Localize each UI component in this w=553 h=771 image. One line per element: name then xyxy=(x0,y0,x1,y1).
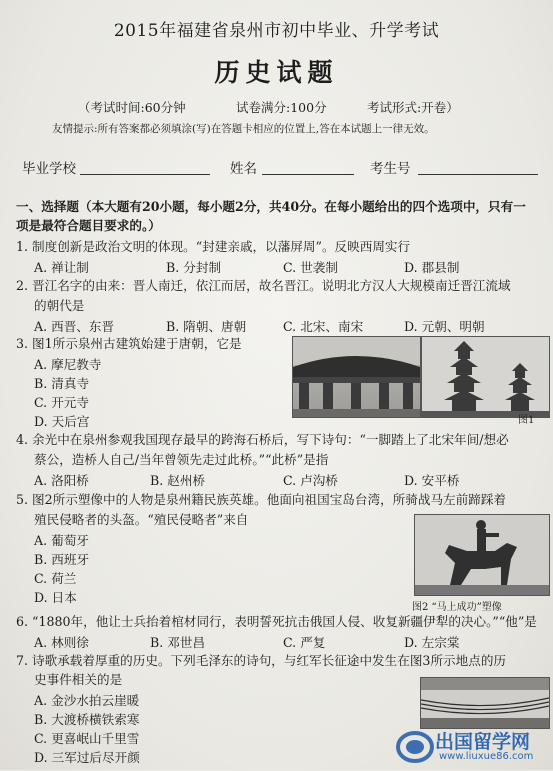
question-7-stem: 7. 诗歌承载着厚重的历史。下列毛泽东的诗句，与红军长征途中发生在图3所示地点的历 xyxy=(16,653,507,668)
q2-option-c: C. 北宋、南宋 xyxy=(283,319,364,334)
q5-option-d: D. 日本 xyxy=(34,590,77,605)
q6-option-c: C. 严复 xyxy=(283,635,326,650)
question-2-stem-2: 的朝代是 xyxy=(34,298,85,313)
question-7-stem-2: 史事件相关的是 xyxy=(34,672,123,687)
subject-title: 历史试题 xyxy=(214,58,339,87)
q4-option-a: A. 洛阳桥 xyxy=(34,473,89,488)
figure-1-caption: 图1 xyxy=(518,415,535,426)
question-6-stem: 6. “1880年，他让士兵抬着棺材同行，表明誓死抗击俄国人侵、收复新疆伊犁的决心。”“他”是 xyxy=(16,614,537,629)
exam-no-label: 考生号 xyxy=(370,161,411,177)
q2-option-a: A. 西晋、东晋 xyxy=(34,319,115,334)
question-4-stem-2: 蔡公，造桥人自己/当年曾领先走过此桥。”“此桥”是指 xyxy=(34,452,329,467)
figure-2-caption: 图2 “马上成功”塑像 xyxy=(412,602,502,613)
question-3-stem: 3. 图1所示泉州古建筑始建于唐朝，它是 xyxy=(16,336,242,351)
q6-option-b: B. 邓世昌 xyxy=(150,635,206,650)
q5-option-b: B. 西班牙 xyxy=(34,552,90,567)
q5-option-c: C. 荷兰 xyxy=(34,571,77,586)
q3-option-c: C. 开元寺 xyxy=(34,395,89,410)
q7-option-d: D. 三军过后尽开颜 xyxy=(34,750,140,765)
figure-1-pagoda-photo xyxy=(421,336,550,418)
q2-option-b: B. 隋朝、唐朝 xyxy=(166,319,247,334)
q3-option-a: A. 摩尼教寺 xyxy=(34,357,102,372)
q7-option-b: B. 大渡桥横铁索寒 xyxy=(34,712,140,727)
q3-option-b: B. 清真寺 xyxy=(34,376,90,391)
name-line xyxy=(262,174,354,175)
q2-option-d: D. 元朝、明朝 xyxy=(404,319,485,334)
q4-option-b: B. 赵州桥 xyxy=(150,473,206,488)
q1-option-c: C. 世袭制 xyxy=(283,260,338,275)
q1-option-a: A. 禅让制 xyxy=(34,260,89,275)
exam-form: 考试形式:开卷） xyxy=(367,100,459,115)
q6-option-d: D. 左宗棠 xyxy=(404,635,460,650)
name-label: 姓名 xyxy=(230,161,257,177)
q4-option-d: D. 安平桥 xyxy=(404,473,460,488)
question-4-stem: 4. 余光中在泉州参观我国现存最早的跨海石桥后，写下诗句：“一脚踏上了北宋年间/想必 xyxy=(16,432,509,447)
figure-2-statue-photo xyxy=(414,514,550,596)
school-line xyxy=(80,174,210,175)
section-heading: 一、选择题（本大题有20小题，每小题2分，共40分。在每小题给出的四个选项中，只有一项是最符合题目要求的。） xyxy=(16,199,526,233)
q7-option-a: A. 金沙水拍云崖暖 xyxy=(34,693,140,708)
exam-title: 2015年福建省泉州市初中毕业、升学考试 xyxy=(113,21,440,41)
q1-option-b: B. 分封制 xyxy=(166,260,222,275)
question-2-stem: 2. 晋江名字的由来：晋人南迁，依江而居，故名晋江。说明北方汉人大规模南迁晋江流域 xyxy=(16,278,511,293)
watermark-text: 出国留学网 xyxy=(435,731,531,753)
q3-option-d: D. 天后宫 xyxy=(34,414,90,429)
q6-option-a: A. 林则徐 xyxy=(34,635,89,650)
exam-no-line xyxy=(418,174,538,175)
question-5-stem-2: 殖民侵略者的头盔。“殖民侵略者”来自 xyxy=(34,512,249,527)
q4-option-c: C. 卢沟桥 xyxy=(283,473,338,488)
exam-time: （考试时间:60分钟 xyxy=(78,100,186,115)
watermark-url: www.liuxue86.com xyxy=(439,751,534,762)
school-label: 毕业学校 xyxy=(22,161,76,177)
q5-option-a: A. 葡萄牙 xyxy=(34,533,89,548)
full-score: 试卷满分:100分 xyxy=(236,100,327,115)
notice: 友情提示:所有答案都必须填涂(写)在答题卡相应的位置上,答在本试题上一律无效。 xyxy=(52,123,435,135)
question-5-stem: 5. 图2所示塑像中的人物是泉州籍民族英雄。他面向祖国宝岛台湾，所骑战马左前蹄踩着 xyxy=(16,492,507,507)
question-1-stem: 1. 制度创新是政治文明的体现。“封建亲戚，以藩屏周”。反映西周实行 xyxy=(16,239,411,254)
figure-3-bridge-photo xyxy=(420,677,550,729)
figure-1-mosque-photo xyxy=(292,336,421,418)
q1-option-d: D. 郡县制 xyxy=(404,260,460,275)
watermark-logo xyxy=(395,725,551,767)
q7-option-c: C. 更喜岷山千里雪 xyxy=(34,731,140,746)
